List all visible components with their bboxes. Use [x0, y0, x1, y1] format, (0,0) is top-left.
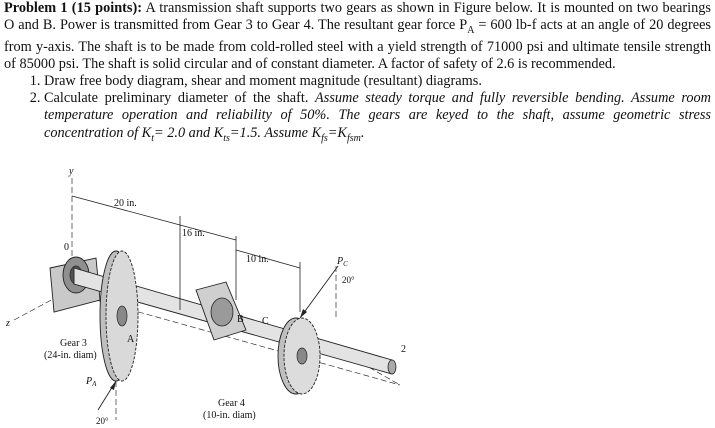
point-a-label: A: [127, 334, 135, 345]
problem-intro-sub: A: [467, 24, 475, 36]
angle-pa-label: 20°: [96, 416, 109, 426]
problem-intro-a: A transmission shaft supports two gears as shown in Figure below. It is mounted on two bearings O and B. Power is transmitted from Gear 3 to Gear 4. The resultant gear force P: [4, 0, 711, 34]
problem-title: Problem 1 (15 points):: [4, 0, 142, 16]
force-pc-label: $P_C$: [337, 256, 348, 268]
bearing-b: [196, 282, 246, 340]
gear-3-diameter: (24-in. diam): [44, 350, 97, 361]
point-b-label: B: [237, 314, 244, 325]
problem-intro-b: = 600 lb-f acts at an angle of 20 degrees from y-axis. The shaft is to be made from cold-rolled steel with a yield strength of 71000 psi and ultimate tensile strength of 85000 psi. The shaft is solid circular and of constant diameter. A factor of safety of 2.6 is recommended.: [4, 17, 711, 73]
task-2-italic-b: = 2.0 and K: [154, 124, 224, 141]
dim-10in-label: 10 in.: [246, 254, 269, 265]
gear-4-name: Gear 4: [218, 398, 245, 409]
dim-16in-label: 16 in.: [182, 228, 205, 239]
task-2-italic-e: .: [360, 124, 365, 141]
task-2-italic-a: Assume steady torque and fully reversible bending. Assume room temperature operation and reliability of 50%. The gears are keyed to the shaft, assume geometric stress concentration of K: [44, 90, 711, 141]
point-c-label: C: [262, 316, 269, 327]
task-2-plain: Calculate preliminary diameter of the shaft.: [44, 90, 316, 107]
gear-4-diameter: (10-in. diam): [203, 410, 256, 421]
kts-subscript: ts: [223, 132, 230, 144]
x-axis-label: 2: [401, 344, 406, 355]
origin-label: 0: [64, 242, 69, 253]
dim-20in-label: 20 in.: [114, 198, 137, 209]
gear-3-name: Gear 3: [60, 338, 87, 349]
force-pa-arrow: [98, 381, 116, 420]
kfsm-subscript: fsm: [346, 132, 361, 144]
shaft-end: [388, 360, 396, 374]
y-axis-label: y: [69, 166, 74, 177]
z-axis-label: z: [6, 318, 10, 329]
task-1-text: Draw free body diagram, shear and moment magnitude (resultant) diagrams.: [44, 73, 482, 90]
kfs-subscript: fs: [321, 132, 328, 144]
task-2-italic-c: =1.5. Assume K: [229, 124, 322, 141]
kt-subscript: t: [151, 132, 154, 144]
gear-3: [100, 251, 138, 381]
angle-pc-label: 20°: [342, 275, 355, 285]
force-pc-arrow: [300, 266, 338, 318]
task-2-italic-d: =K: [327, 124, 347, 141]
force-pa-label: $P_A$: [86, 376, 97, 388]
gear-4: [278, 318, 320, 394]
